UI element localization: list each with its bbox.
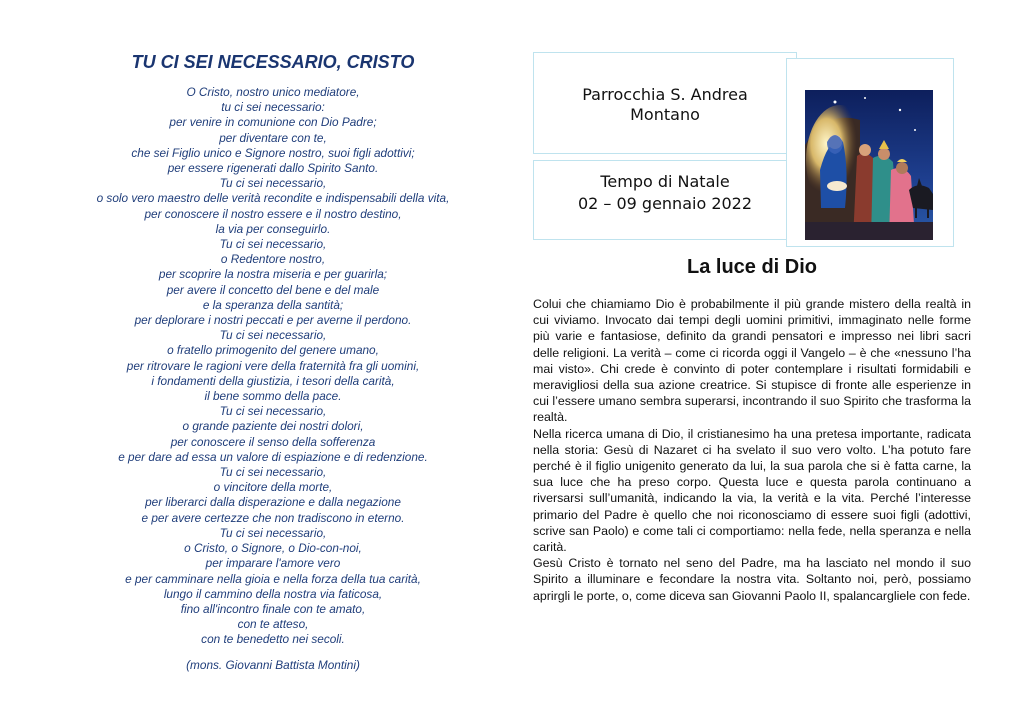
poem-line: per diventare con te, — [219, 130, 327, 145]
article-title: La luce di Dio — [686, 256, 818, 278]
poem-line: il bene sommo della pace. — [204, 389, 342, 404]
poem-line: per imparare l'amore vero — [205, 556, 341, 571]
poem-line: per conoscere il senso della sofferenza — [170, 434, 376, 449]
poem-line: o fratello primogenito del genere umano, — [167, 343, 379, 358]
article-paragraph: Gesù Cristo è tornato nel seno del Padre, ma ha lasciato nel mondo il suo Spirito a illuminare e fecondare la nostra vita. Soltanto noi, però, possiamo aprirgli le porte, o, come diceva san Giovanni Paolo II, spalancargliele con fede. — [533, 556, 971, 603]
poem-line: fino all'incontro finale con te amato, — [180, 601, 366, 616]
poem-line: Tu ci sei necessario, — [219, 176, 327, 191]
poem-line: Tu ci sei necessario, — [219, 465, 327, 480]
poem-column — [38, 52, 508, 672]
poem-line: o solo vero maestro delle verità recondite e indispensabili della vita, — [96, 191, 450, 206]
poem-title: TU CI SEI NECESSARIO, CRISTO — [131, 52, 415, 72]
parish-box — [533, 52, 797, 154]
poem-body — [38, 85, 508, 648]
poem-line: con te benedetto nei secoli. — [201, 632, 345, 647]
poem-author: (mons. Giovanni Battista Montini) — [186, 657, 360, 672]
poem-line: la via per conseguirlo. — [215, 221, 331, 236]
poem-line: o Redentore nostro, — [220, 252, 326, 267]
poem-line: per venire in comunione con Dio Padre; — [169, 115, 377, 130]
poem-line: e per dare ad essa un valore di espiazione e di redenzione. — [118, 449, 428, 464]
nativity-image — [805, 90, 933, 240]
season-box — [533, 160, 797, 240]
date-range: 02 – 09 gennaio 2022 — [577, 194, 753, 213]
poem-line: O Cristo, nostro unico mediatore, — [186, 85, 360, 99]
poem-line: Tu ci sei necessario, — [219, 237, 327, 252]
poem-line: per ritrovare le ragioni vere della fraternità fra gli uomini, — [126, 358, 420, 373]
parish-name: Parrocchia S. Andrea — [582, 85, 748, 104]
poem-line: e per camminare nella gioia e nella forza della tua carità, — [125, 571, 421, 586]
poem-line: Tu ci sei necessario, — [219, 525, 327, 540]
poem-line: o grande paziente dei nostri dolori, — [182, 419, 364, 434]
poem-line: Tu ci sei necessario, — [219, 404, 327, 419]
poem-line: per scoprire la nostra miseria e per guarirla; — [158, 267, 388, 282]
poem-line: Tu ci sei necessario, — [219, 328, 327, 343]
poem-line: e la speranza della santità; — [202, 297, 344, 312]
article-paragraph: Nella ricerca umana di Dio, il cristianesimo ha una pretesa importante, radicata nella storia: Gesù di Nazaret ci ha svelato il suo vero volto. L’ha potuto fare perché è il figlio unigenito generato da lui, la sua parola che si è fatta carne, la sua luce che ha preso corpo. Questa luce e questa parola continuano a riversarsi sull’umanità, indicando la via, la verità e la vita. Perché l’interesse primario del Padre è quello che noi riconosciamo di essere suoi figli (adottivi, scrive san Paolo) e come tali ci comportiamo: nella fede, nella speranza e nella carità. — [533, 426, 971, 555]
poem-line: con te atteso, — [237, 617, 309, 632]
poem-line: per avere il concetto del bene e del male — [166, 282, 380, 297]
poem-line: o Cristo, o Signore, o Dio-con-noi, — [184, 541, 362, 556]
article-body — [533, 296, 971, 604]
poem-line: che sei Figlio unico e Signore nostro, suoi figli adottivi; — [131, 145, 415, 160]
season-label: Tempo di Natale — [600, 172, 730, 191]
poem-line: e per avere certezze che non tradiscono in eterno. — [141, 510, 405, 525]
poem-line: tu ci sei necessario: — [221, 100, 325, 115]
poem-line: per essere rigenerati dallo Spirito Santo. — [167, 161, 379, 176]
article-paragraph: Colui che chiamiamo Dio è probabilmente il più grande mistero della realtà in cui viviamo. Invocato dai tempi degli uomini primitivi, immaginato nelle forme più varie e fantasiose, definito da grandi pensatori e impresso nei libri sacri delle religioni. La verità – come ci ricorda oggi il Vangelo – è che «nessuno l’ha mai visto». Chi crede è convinto di poter contemplare i risultati formidabili e meravigliosi della sua azione creatrice. Si stupisce di fronte alle esperienze in cui l’essere umano sembra superarsi, incontrando il suo Spirito che trasforma la realtà. — [533, 297, 971, 425]
parish-place: Montano — [630, 105, 700, 124]
poem-line: per liberarci dalla disperazione e dalla negazione — [145, 495, 401, 510]
poem-line: i fondamenti della giustizia, i tesori della carità, — [151, 373, 395, 388]
poem-line: o vincitore della morte, — [213, 480, 333, 495]
poem-line: per deplorare i nostri peccati e per averne il perdono. — [134, 313, 412, 328]
poem-line: lungo il cammino della nostra via faticosa, — [163, 586, 383, 601]
poem-line: per conoscere il nostro essere e il nostro destino, — [144, 206, 402, 221]
